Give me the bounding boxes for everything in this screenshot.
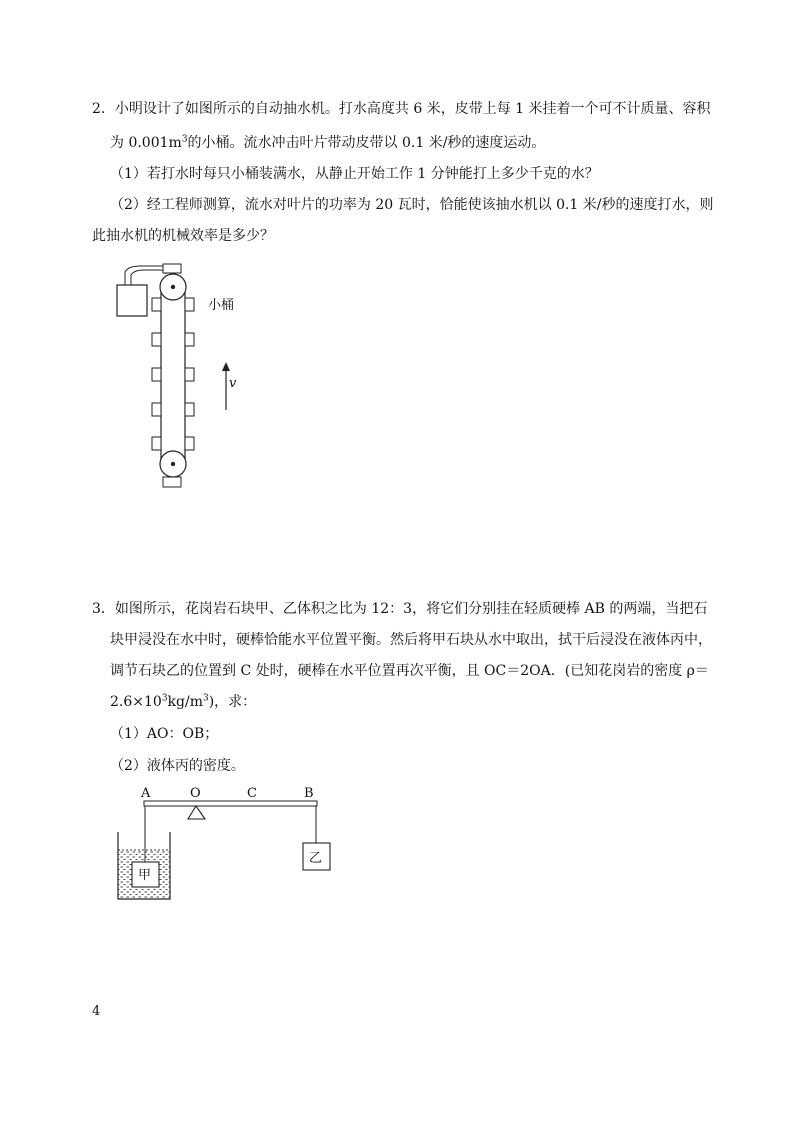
q2-unit-sup: 3 [181,134,188,145]
q2-sub-question-2b: 此抽水机的机械效率是多少？ [92,228,274,244]
fulcrum [188,806,205,819]
q3-line-3: 调节石块乙的位置到 C 处时，硬棒在水平位置再次平衡，且 OC＝2OA．(已知花岗岩的密度 ρ＝ [110,663,709,679]
q3-line-1: 3．如图所示，花岗岩石块甲、乙体积之比为 12：3，将它们分别挂在轻质硬棒 AB 的两端，当把石 [92,601,708,617]
q3-exp-2: 3 [202,693,209,704]
block-yi-label: 乙 [309,851,323,866]
label-a: A [141,786,151,801]
q2-line-2b: 的小桶。流水冲击叶片带动皮带以 0.1 米/秒的速度运动。 [187,135,546,151]
q2-sub-question-1: （1）若打水时每只小桶装满水，从静止开始工作 1 分钟能打上多少千克的水？ [110,166,599,182]
q3-exp-1: 3 [161,693,168,704]
label-o: O [190,786,201,801]
q3-sub-question-1: （1）AO：OB； [110,726,219,742]
lever-bar [144,801,317,806]
label-b: B [304,786,314,801]
q3-line-2: 块甲浸没在水中时，硬棒恰能水平位置平衡。然后将甲石块从水中取出，拭干后浸没在液体丙中， [110,632,712,648]
page-number: 4 [92,1004,101,1019]
bucket-label: 小桶 [208,298,235,313]
q2-line-2a: 为 0.001m [110,135,182,151]
q3-line-4c: )，求： [208,694,257,710]
q3-line-4b: kg/m [167,694,203,710]
block-jia-label: 甲 [138,868,152,883]
q2-line-1: 2．小明设计了如图所示的自动抽水机。打水高度共 6 米，皮带上每 1 米挂着一个可不计质量、容积 [92,101,711,117]
label-c: C [247,786,257,801]
q2-sub-question-2a: （2）经工程师测算，流水对叶片的功率为 20 瓦时，恰能使该抽水机以 0.1 米/秒的速度打水，则 [110,197,714,213]
velocity-label: v [229,376,237,391]
q3-sub-question-2: （2）液体丙的密度。 [110,758,245,774]
q3-line-4a: 2.6×10 [110,694,162,710]
